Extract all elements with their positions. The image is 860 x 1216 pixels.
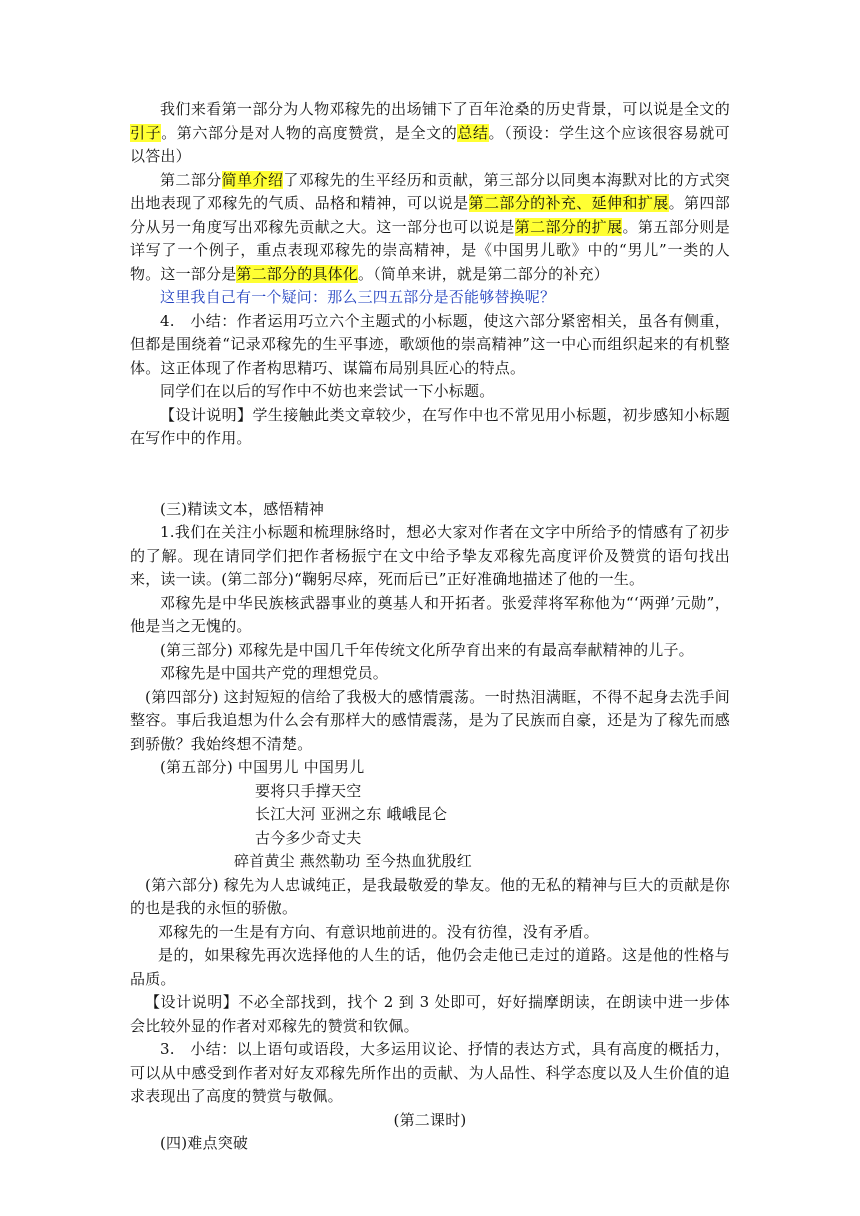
quote-part-three: (第三部分) 邓稼先是中国几千年传统文化所孕育出来的有最高奉献精神的儿子。 xyxy=(160,640,694,659)
spacer xyxy=(130,451,730,498)
section-four-heading: (四)难点突破 xyxy=(160,1134,249,1152)
quote-founder: 邓稼先是中华民族核武器事业的奠基人和开拓者。张爱萍将军称他为“‘两弹’元勋”，他是当之无愧的。 xyxy=(130,593,730,635)
document-body xyxy=(130,98,730,1156)
quote-life-direction: 邓稼先的一生是有方向、有意识地前进的。没有彷徨，没有矛盾。 xyxy=(158,922,599,941)
summary-four: 4. 小结：作者运用巧立六个主题式的小标题，使这六部分紧密相关，虽各有侧重，但都是围绕着“记录邓稼先的生平事迹，歌颂他的崇高精神”这一中心而组织起来的有机整体。这正体现了作者构思精巧、谋篇布局别具匠心的特点。 xyxy=(130,311,730,377)
paragraph-part-one: 我们来看第一部分为人物邓稼先的出场铺下了百年沧桑的历史背景，可以说是全文的引子。第六部分是对人物的高度赞赏，是全文的总结。（预设：学生这个应该很容易就可以答出） xyxy=(130,100,731,165)
summary-three: 3. 小结：以上语句或语段，大多运用议论、抒情的表达方式，具有高度的概括力，可以从中感受到作者对好友邓稼先所作出的贡献、为人品性、科学态度以及人生价值的追求表现出了高度的赞赏与敬佩。 xyxy=(130,1040,730,1105)
highlight-summary: 总结 xyxy=(457,123,489,142)
highlight-concretization: 第二部分的具体化 xyxy=(236,264,359,283)
poem-line-4: 碎首黄尘 燕然勒功 至今热血犹殷红 xyxy=(234,852,472,870)
quote-choose-again: 是的，如果稼先再次选择他的人生的话，他仍会走他已走过的道路。这是他的性格与品质。 xyxy=(130,946,730,988)
paragraph-part-two: 第二部分简单介绍了邓稼先的生平经历和贡献，第三部分以同奥本海默对比的方式突出地表现了邓稼先的气质、品格和精神，可以说是第二部分的补充、延伸和扩展。第四部分从另一角度写出邓稼先贡献之大。这一部分也可以说是第二部分的扩展。第五部分则是详写了一个例子，重点表现邓稼先的崇高精神，是《中国男儿歌》中的“男儿”一类的人物。这一部分是第二部分的具体化。（简单来讲，就是第二部分的补充） xyxy=(130,170,731,283)
quote-part-six: (第六部分) 稼先为人忠诚纯正，是我最敬爱的挚友。他的无私的精神与巨大的贡献是你的也是我的永恒的骄傲。 xyxy=(130,875,730,917)
design-note-one: 【设计说明】学生接触此类文章较少，在写作中也不常见用小标题，初步感知小标题在写作中的作用。 xyxy=(130,405,730,447)
quote-part-four: (第四部分) 这封短短的信给了我极大的感情震荡。一时热泪满眶，不得不起身去洗手间整容。事后我追想为什么会有那样大的感情震荡，是为了民族而自豪，还是为了稼先而感到骄傲？我始终想不清楚。 xyxy=(130,687,730,753)
question-note: 这里我自己有一个疑问：那么三四五部分是否能够替换呢？ xyxy=(160,288,556,306)
poem-line-2: 长江大河 亚洲之东 峨峨昆仑 xyxy=(255,805,448,823)
paragraph-try-subtitles: 同学们在以后的写作中不妨也来尝试一下小标题。 xyxy=(160,382,495,400)
poem-line-1: 要将只手撑天空 xyxy=(255,781,362,800)
poem-line-3: 古今多少奇丈夫 xyxy=(255,828,362,847)
quote-party-member: 邓稼先是中国共产党的理想党员。 xyxy=(160,664,389,682)
highlight-intro: 引子 xyxy=(130,123,162,142)
section-three-item-one: 1.我们在关注小标题和梳理脉络时，想必大家对作者在文字中所给予的情感有了初步的了解。现在请同学们把作者杨振宁在文中给予挚友邓稼先高度评价及赞赏的语句找出来，读一读。(第二部分)“鞠躬尽瘁，死而后已”正好准确地描述了他的一生。 xyxy=(130,523,730,588)
quote-part-five: (第五部分) 中国男儿 中国男儿 xyxy=(160,758,365,776)
lesson-two-heading: (第二课时) xyxy=(393,1110,467,1129)
highlight-extension: 第二部分的扩展 xyxy=(514,217,623,236)
section-three-heading: (三)精读文本，感悟精神 xyxy=(160,499,325,518)
highlight-supplement: 第二部分的补充、延伸和扩展 xyxy=(468,194,669,212)
design-note-two: 【设计说明】不必全部找到，找个 2 到 3 处即可，好好揣摩朗读，在朗读中进一步体会比较外显的作者对邓稼先的赞赏和钦佩。 xyxy=(130,993,730,1035)
highlight-brief-intro: 简单介绍 xyxy=(221,170,284,189)
